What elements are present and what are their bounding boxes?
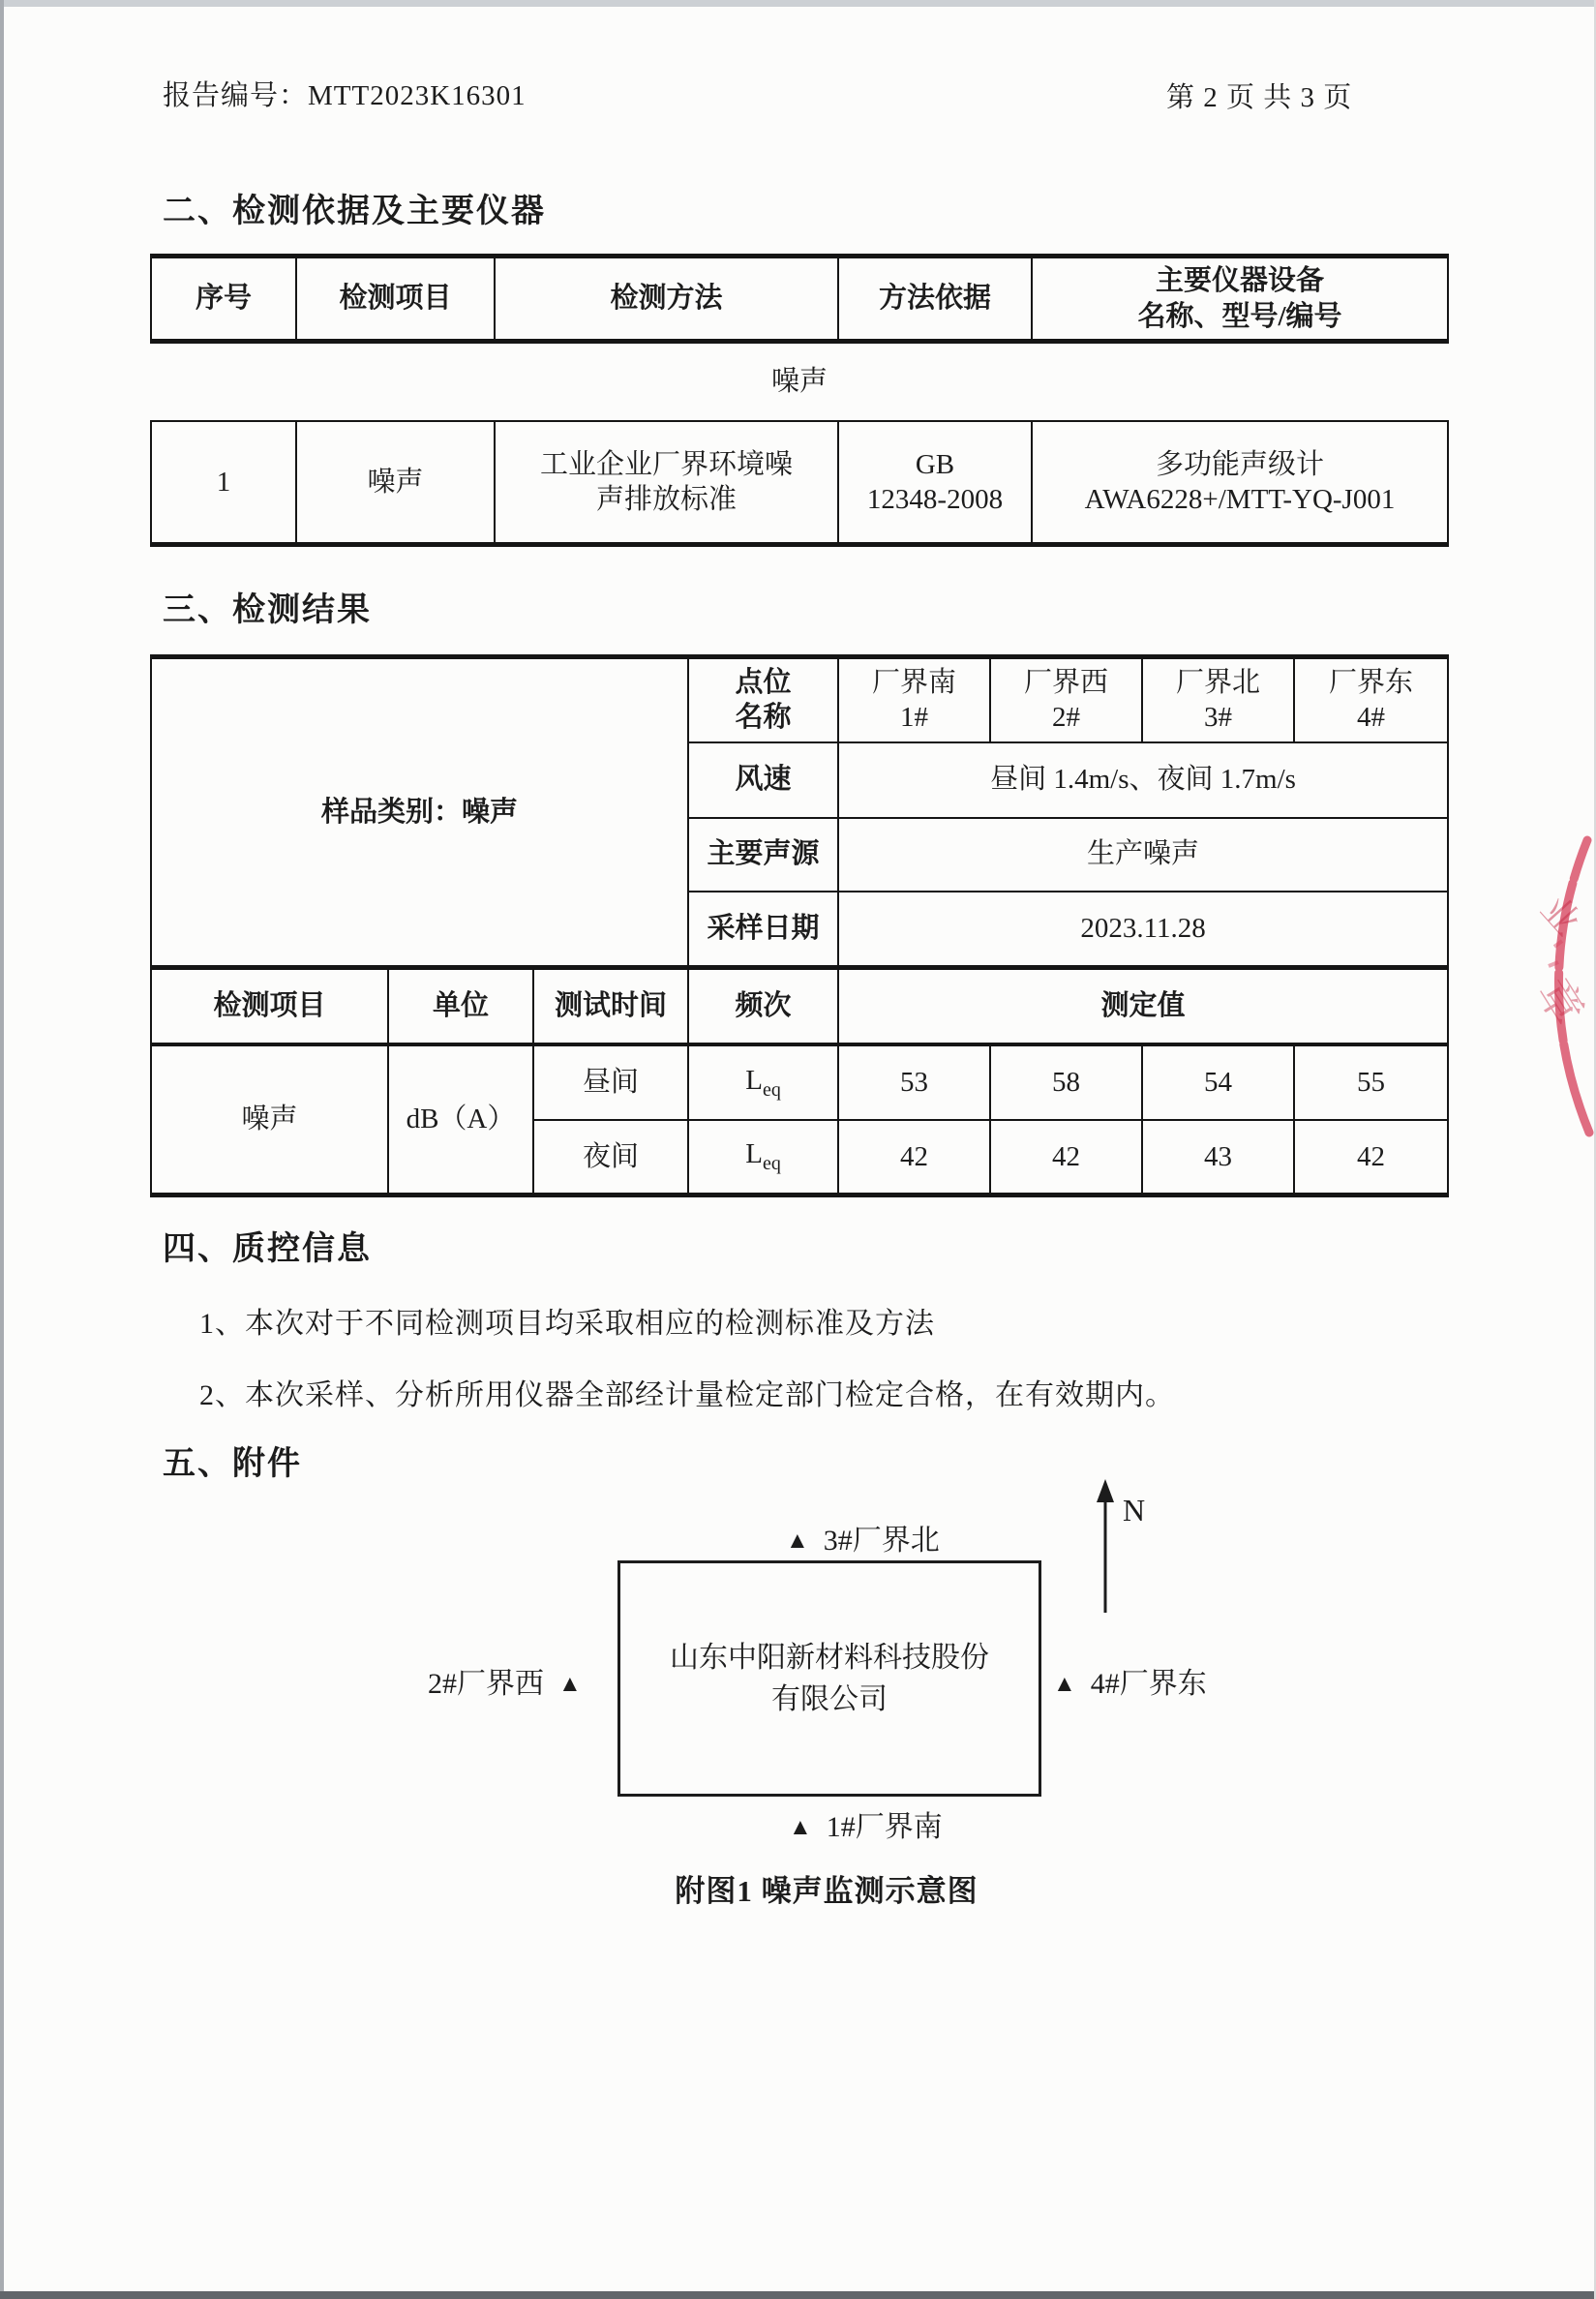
section3-title: 三、检测结果 [163, 591, 372, 628]
site-label-cell [688, 657, 838, 742]
source-value: 生产噪声 [838, 818, 1448, 892]
site-cell-2 [990, 657, 1142, 742]
results-table [150, 654, 1449, 1197]
site-name-row [151, 657, 1448, 742]
site1-num: 1# [900, 702, 929, 734]
section2-title: 二、检测依据及主要仪器 [163, 193, 546, 229]
cell-basis [838, 421, 1032, 545]
triangle-icon: ▲ [1053, 1672, 1076, 1697]
col-equip-line1: 主要仪器设备 [1155, 265, 1324, 297]
leq-sub: eq [762, 1153, 781, 1175]
cell-basis-line1: GB [915, 448, 955, 480]
triangle-icon: ▲ [789, 1815, 812, 1840]
scan-edge-left [0, 0, 4, 2299]
item-cell: 噪声 [151, 1044, 388, 1195]
day-freq-cell [688, 1044, 838, 1120]
factory-boundary-rect [617, 1560, 1041, 1797]
day-row [151, 1044, 1448, 1120]
site-label-line1: 点位 [735, 667, 792, 698]
site4-name: 厂界东 [1329, 667, 1414, 698]
seal-glyph-1: 业 [1532, 889, 1587, 944]
scan-edge-bottom [0, 2291, 1596, 2299]
col-value: 测定值 [838, 968, 1448, 1044]
site-marker-west [428, 1659, 582, 1702]
instrument-table-header-row [151, 257, 1448, 342]
site-south-label: 1#厂界南 [826, 1811, 943, 1843]
triangle-icon: ▲ [558, 1672, 582, 1697]
site3-name: 厂界北 [1176, 667, 1261, 698]
category-band: 噪声 [151, 342, 1448, 421]
col-item: 检测项目 [296, 257, 495, 342]
night-value-3: 43 [1142, 1120, 1294, 1195]
site3-num: 3# [1204, 702, 1233, 734]
north-arrow-icon [1090, 1479, 1125, 1617]
site-marker-south [789, 1802, 943, 1845]
cell-equip-line2: AWA6228+/MTT-YQ-J001 [1084, 483, 1396, 515]
date-value: 2023.11.28 [838, 892, 1448, 968]
night-freq-cell [688, 1120, 838, 1195]
qc-item-2: 2、本次采样、分析所用仪器全部经计量检定部门检定合格，在有效期内。 [199, 1379, 1175, 1411]
site4-num: 4# [1357, 702, 1386, 734]
day-value-2: 58 [990, 1044, 1142, 1120]
site-west-label: 2#厂界西 [428, 1668, 544, 1700]
results-header-row [151, 968, 1448, 1044]
cell-method [495, 421, 838, 545]
cell-equip-line1: 多功能声级计 [1155, 448, 1324, 480]
day-value-1: 53 [838, 1044, 990, 1120]
col-seq: 序号 [151, 257, 296, 342]
col-equip-line2: 名称、型号/编号 [1137, 300, 1342, 332]
site-north-label: 3#厂界北 [823, 1525, 940, 1557]
sample-category-cell: 样品类别：噪声 [151, 657, 688, 968]
site-cell-1 [838, 657, 990, 742]
col-equip [1032, 257, 1448, 342]
col-item2: 检测项目 [151, 968, 388, 1044]
col-method: 检测方法 [495, 257, 838, 342]
site-label-line2: 名称 [735, 702, 792, 734]
instrument-data-row [151, 421, 1448, 545]
company-name-line1: 山东中阳新材料科技股份 [670, 1641, 989, 1674]
day-value-3: 54 [1142, 1044, 1294, 1120]
site-marker-east [1053, 1659, 1207, 1702]
category-band-row [151, 342, 1448, 421]
leq-main: L [745, 1138, 763, 1170]
cell-method-line1: 工业企业厂界环境噪 [539, 448, 793, 480]
night-value-4: 42 [1294, 1120, 1448, 1195]
date-label: 采样日期 [688, 892, 838, 968]
night-time-cell: 夜间 [533, 1120, 688, 1195]
site1-name: 厂界南 [872, 667, 957, 698]
triangle-icon: ▲ [786, 1528, 809, 1554]
source-label: 主要声源 [688, 818, 838, 892]
instrument-table [150, 254, 1449, 547]
site-marker-north [786, 1516, 940, 1558]
cell-item: 噪声 [296, 421, 495, 545]
site-east-label: 4#厂界东 [1090, 1668, 1207, 1700]
company-name-line2: 有限公司 [771, 1683, 888, 1715]
col-time: 测试时间 [533, 968, 688, 1044]
wind-label: 风速 [688, 742, 838, 818]
cell-seq: 1 [151, 421, 296, 545]
unit-cell: dB（A） [388, 1044, 533, 1195]
north-label: N [1123, 1493, 1146, 1528]
day-time-cell: 昼间 [533, 1044, 688, 1120]
col-basis: 方法依据 [838, 257, 1032, 342]
site2-name: 厂界西 [1024, 667, 1109, 698]
qc-item-1: 1、本次对于不同检测项目均采取相应的检测标准及方法 [199, 1308, 935, 1340]
site-cell-4 [1294, 657, 1448, 742]
site-cell-3 [1142, 657, 1294, 742]
night-value-1: 42 [838, 1120, 990, 1195]
leq-main: L [745, 1064, 763, 1096]
col-freq: 频次 [688, 968, 838, 1044]
cell-basis-line2: 12348-2008 [866, 483, 1004, 515]
figure-caption: 附图1 噪声监测示意图 [675, 1874, 979, 1908]
col-unit: 单位 [388, 968, 533, 1044]
page-number: 第 2 页 共 3 页 [1166, 82, 1353, 113]
day-value-4: 55 [1294, 1044, 1448, 1120]
report-number: 报告编号：MTT2023K16301 [163, 80, 527, 111]
wind-value: 昼间 1.4m/s、夜间 1.7m/s [838, 742, 1448, 818]
seal-glyph-2: 章 [1527, 969, 1593, 1034]
leq-sub: eq [762, 1078, 781, 1101]
section4-title: 四、质控信息 [163, 1230, 372, 1267]
scan-edge-top [0, 0, 1596, 7]
cell-equip [1032, 421, 1448, 545]
night-value-2: 42 [990, 1120, 1142, 1195]
section5-title: 五、附件 [163, 1445, 302, 1482]
cell-method-line2: 声排放标准 [595, 483, 737, 515]
site2-num: 2# [1052, 702, 1081, 734]
